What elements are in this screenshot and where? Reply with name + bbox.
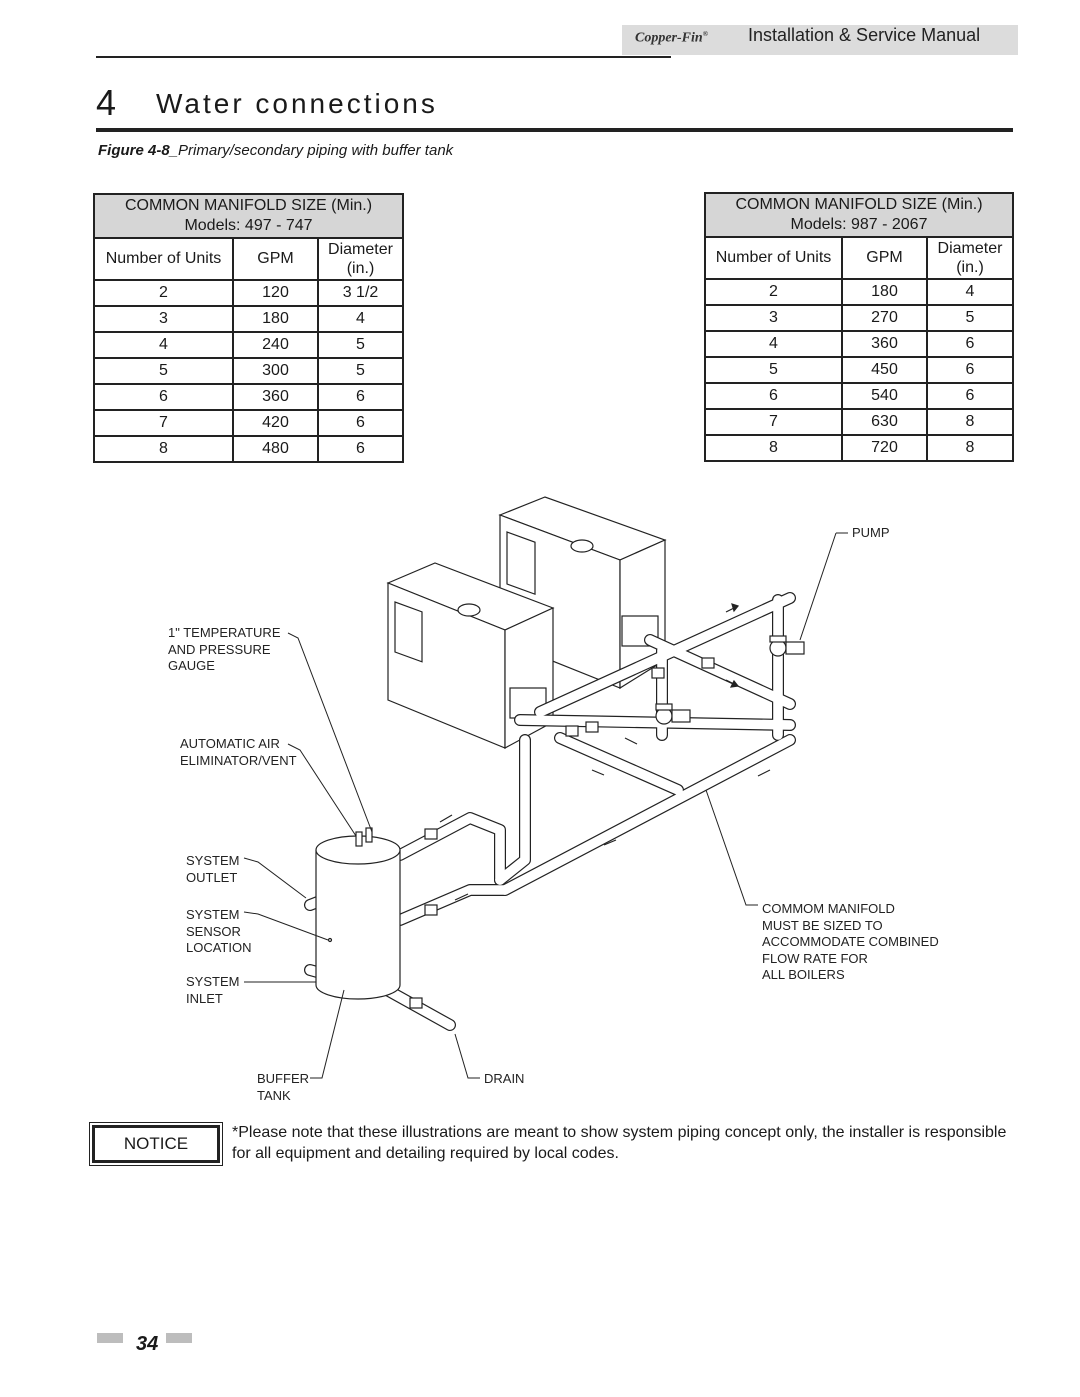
chapter-title: Water connections: [156, 88, 438, 119]
col-units-header: Number of Units: [94, 238, 233, 280]
pump-icon: [656, 704, 690, 724]
diameter-cell: 3 1/2: [318, 280, 403, 306]
valve-icon: [652, 668, 664, 678]
units-cell: 8: [94, 436, 233, 462]
gpm-cell: 420: [233, 410, 318, 436]
gpm-cell: 630: [842, 409, 927, 435]
page-marker-left: [97, 1333, 123, 1343]
valve-icon: [566, 726, 578, 736]
gpm-cell: 450: [842, 357, 927, 383]
col-gpm-header: GPM: [233, 238, 318, 280]
manual-title: Installation & Service Manual: [748, 25, 981, 45]
col-diameter-header: Diameter (in.): [927, 237, 1013, 279]
label-air-eliminator: AUTOMATIC AIR ELIMINATOR/VENT: [180, 736, 297, 768]
units-cell: 2: [94, 280, 233, 306]
table-header: COMMON MANIFOLD SIZE (Min.) Models: 987 - 2067: [705, 193, 1013, 237]
sensor-point: [329, 939, 332, 942]
diameter-cell: 5: [318, 332, 403, 358]
label-buffer-tank: BUFFER TANK: [257, 1071, 309, 1103]
diameter-cell: 6: [927, 383, 1013, 409]
units-cell: 3: [94, 306, 233, 332]
gpm-cell: 240: [233, 332, 318, 358]
units-cell: 7: [705, 409, 842, 435]
units-cell: 3: [705, 305, 842, 331]
units-cell: 7: [94, 410, 233, 436]
label-drain: DRAIN: [484, 1071, 525, 1086]
units-cell: 5: [94, 358, 233, 384]
valve-icon: [425, 905, 437, 915]
diameter-cell: 5: [927, 305, 1013, 331]
label-system-sensor: SYSTEM SENSOR LOCATION: [186, 907, 252, 955]
diameter-cell: 6: [318, 436, 403, 462]
diameter-cell: 5: [318, 358, 403, 384]
col-units-header: Number of Units: [705, 237, 842, 279]
page-number: 34: [136, 1333, 159, 1355]
gpm-cell: 120: [233, 280, 318, 306]
diameter-cell: 6: [927, 331, 1013, 357]
valve-icon: [702, 658, 714, 668]
air-vent-icon: [356, 832, 362, 846]
gpm-cell: 300: [233, 358, 318, 384]
notice-box: NOTICE: [92, 1125, 220, 1163]
units-cell: 6: [705, 383, 842, 409]
gpm-cell: 360: [233, 384, 318, 410]
pump-icon: [770, 636, 804, 656]
units-cell: 8: [705, 435, 842, 461]
diameter-cell: 6: [927, 357, 1013, 383]
gpm-cell: 270: [842, 305, 927, 331]
units-cell: 2: [705, 279, 842, 305]
units-cell: 4: [94, 332, 233, 358]
notice-text: *Please note that these illustrations are meant to show system piping concept only, the installer is responsible for all equipment and detailing required by local codes.: [232, 1124, 1007, 1162]
gpm-cell: 480: [233, 436, 318, 462]
col-gpm-header: GPM: [842, 237, 927, 279]
col-diameter-header: Diameter (in.): [318, 238, 403, 280]
figure-caption: Figure 4-8_Primary/secondary piping with buffer tank: [98, 142, 454, 159]
diameter-cell: 8: [927, 435, 1013, 461]
diameter-cell: 4: [927, 279, 1013, 305]
gpm-cell: 720: [842, 435, 927, 461]
buffer-tank: [316, 828, 400, 999]
diameter-cell: 4: [318, 306, 403, 332]
diameter-cell: 6: [318, 410, 403, 436]
label-manifold-note: COMMOM MANIFOLD MUST BE SIZED TO ACCOMMODATE COMBINED FLOW RATE FOR ALL BOILERS: [762, 901, 939, 982]
label-system-inlet: SYSTEM INLET: [186, 974, 240, 1006]
diameter-cell: 8: [927, 409, 1013, 435]
valve-icon: [586, 722, 598, 732]
label-temp-gauge: 1" TEMPERATURE AND PRESSURE GAUGE: [168, 625, 281, 673]
diameter-cell: 6: [318, 384, 403, 410]
gpm-cell: 180: [233, 306, 318, 332]
label-pump: PUMP: [852, 525, 890, 540]
gpm-cell: 360: [842, 331, 927, 357]
drain-valve-icon: [410, 998, 422, 1008]
label-system-outlet: SYSTEM OUTLET: [186, 853, 240, 885]
gpm-cell: 180: [842, 279, 927, 305]
table-header: COMMON MANIFOLD SIZE (Min.) Models: 497 - 747: [94, 194, 403, 238]
page-marker-right: [166, 1333, 192, 1343]
brand-logo: Copper-Fin®: [635, 30, 708, 46]
units-cell: 6: [94, 384, 233, 410]
valve-icon: [425, 829, 437, 839]
units-cell: 5: [705, 357, 842, 383]
gpm-cell: 540: [842, 383, 927, 409]
units-cell: 4: [705, 331, 842, 357]
chapter-number: 4: [96, 82, 117, 123]
